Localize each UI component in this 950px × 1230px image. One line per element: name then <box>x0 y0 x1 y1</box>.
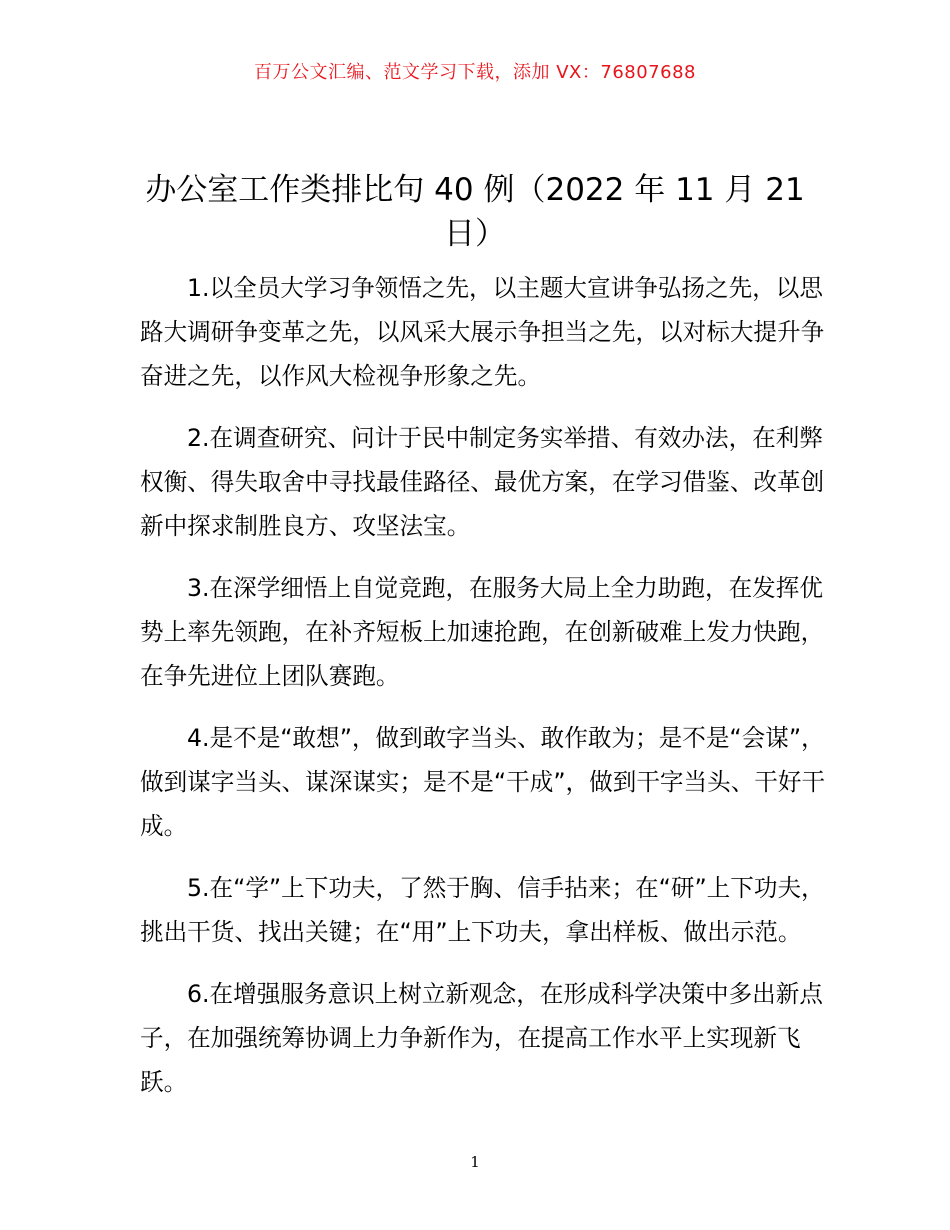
document-body <box>140 266 830 1122</box>
header-watermark-note: 百万公文汇编、范文学习下载，添加 VX：76807688 <box>254 62 696 83</box>
paragraph-1: 1.以全员大学习争领悟之先，以主题大宣讲争弘扬之先，以思路大调研争变革之先，以风采大展示争担当之先，以对标大提升争奋进之先，以作风大检视争形象之先。 <box>140 274 825 390</box>
paragraph-3: 3.在深学细悟上自觉竞跑，在服务大局上全力助跑，在发挥优势上率先领跑，在补齐短板上加速抢跑，在创新破难上发力快跑，在争先进位上团队赛跑。 <box>140 574 825 690</box>
paragraph-5: 5.在“学”上下功夫，了然于胸、信手拈来；在“研”上下功夫，挑出干货、找出关键；在“用”上下功夫，拿出样板、做出示范。 <box>140 874 825 946</box>
page-number: 1 <box>470 1153 480 1171</box>
paragraph-2: 2.在调查研究、问计于民中制定务实举措、有效办法，在利弊权衡、得失取舍中寻找最佳路径、最优方案，在学习借鉴、改革创新中探求制胜良方、攻坚法宝。 <box>140 424 825 540</box>
paragraph-4: 4.是不是“敢想”，做到敢字当头、敢作敢为；是不是“会谋”，做到谋字当头、谋深谋实；是不是“干成”，做到干字当头、干好干成。 <box>140 724 826 840</box>
paragraph-6: 6.在增强服务意识上树立新观念，在形成科学决策中多出新点子，在加强统筹协调上力争新作为，在提高工作水平上实现新飞跃。 <box>140 980 823 1096</box>
document-title: 办公室工作类排比句 40 例（2022 年 11 月 21 日） <box>145 172 805 252</box>
